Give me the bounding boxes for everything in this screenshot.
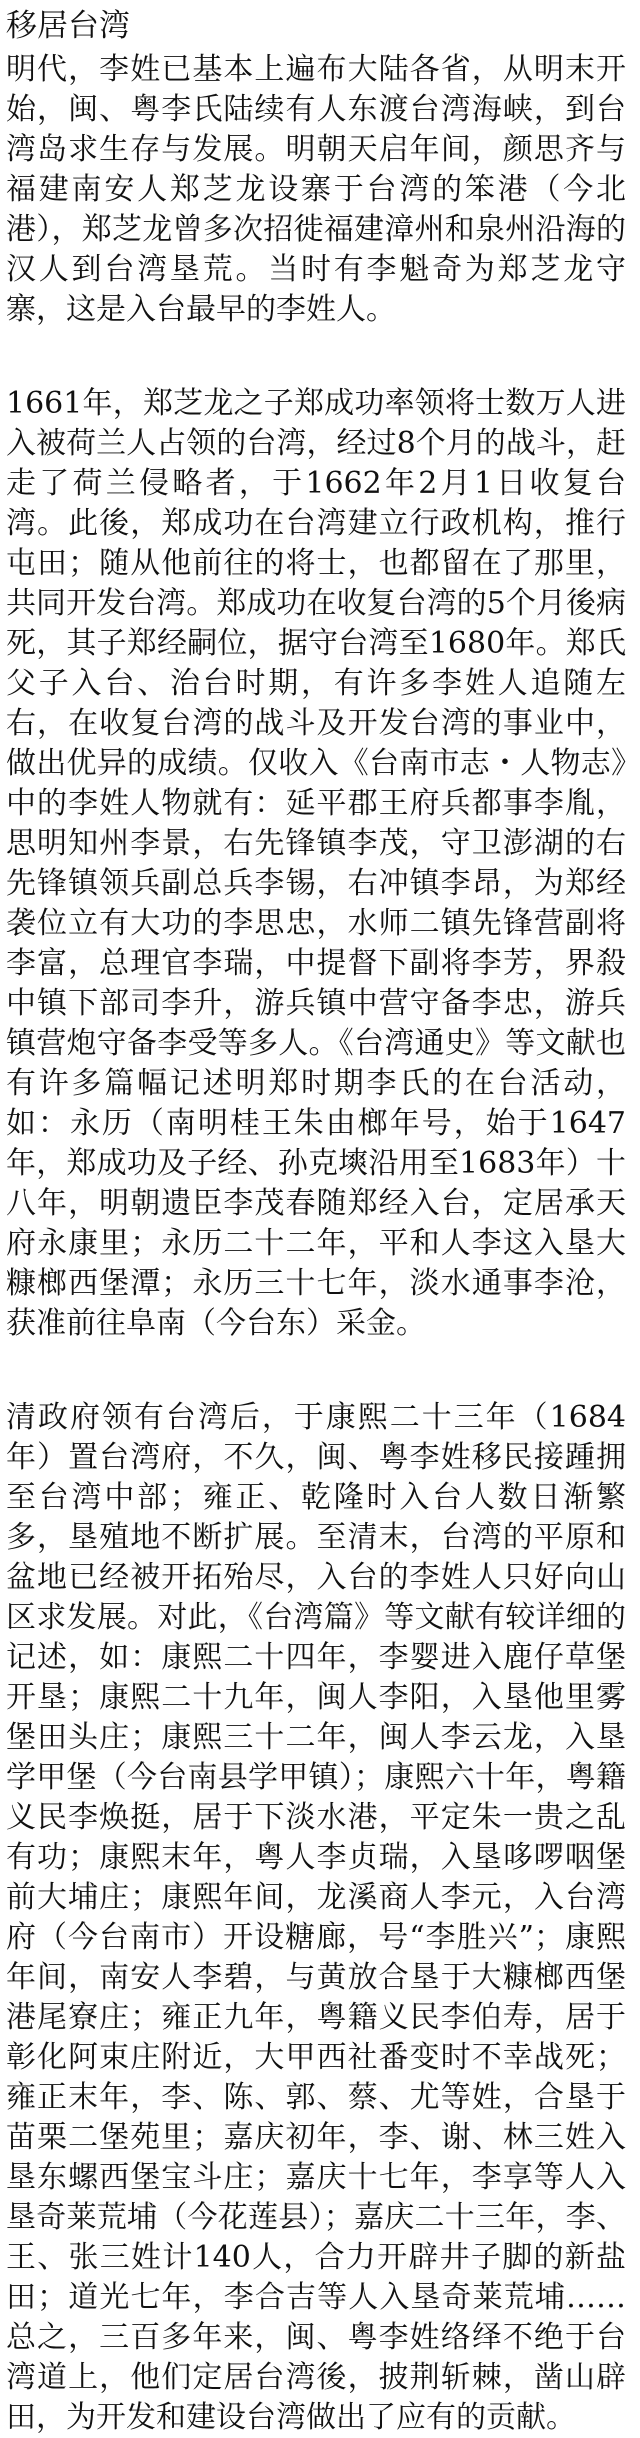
- paragraph-zheng-chenggong: 1661年，郑芝龙之子郑成功率领将士数万人进入被荷兰人占领的台湾，经过8个月的战斗，赶走了荷兰侵略者，于1662年2月1日收复台湾。此後，郑成功在台湾建立行政机构，推行屯田；随从他前往的将士，也都留在了那里，共同开发台湾。郑成功在收复台湾的5个月後病死，其子郑经嗣位，据守台湾至1680年。郑氏父子入台、治台时期，有许多李姓人追随左右，在收复台湾的战斗及开发台湾的事业中，做出优异的成绩。仅收入《台南市志・人物志》中的李姓人物就有：延平郡王府兵都事李胤，思明知州李景，右先锋镇李茂，守卫澎湖的右先锋镇领兵副总兵李锡，右冲镇李昂，为郑经袭位立有大功的李思忠，水师二镇先锋营副将李富，总理官李瑞，中提督下副将李芳，界殺中镇下部司李升，游兵镇中营守备李忠，游兵镇营炮守备李受等多人。《台湾通史》等文献也有许多篇幅记述明郑时期李氏的在台活动，如：永历（南明桂王朱由榔年号，始于1647年，郑成功及子经、孙克塽沿用至1683年）十八年，明朝遗臣李茂春随郑经入台，定居承天府永康里；永历二十二年，平和人李这入垦大糠榔西堡潭；永历三十七年，淡水通事李沧，获准前往阜南（今台东）采金。: [6, 386, 626, 1341]
- paragraph-qing-dynasty: 清政府领有台湾后，于康熙二十三年（1684年）置台湾府，不久，闽、粤李姓移民接踵拥至台湾中部；雍正、乾隆时入台人数日渐繁多，垦殖地不断扩展。至清末，台湾的平原和盆地已经被开拓殆尽，入台的李姓人只好向山区求发展。对此，《台湾篇》等文献有较详细的记述，如：康熙二十四年，李婴进入鹿仔草堡开垦；康熙二十九年，闽人李阳，入垦他里雾堡田头庄；康熙三十二年，闽人李云龙，入垦学甲堡（今台南县学甲镇）；康熙六十年，粤籍义民李焕挺，居于下淡水港，平定朱一贵之乱有功；康熙末年，粤人李贞瑞，入垦哆啰咽堡前大埔庄；康熙年间，龙溪商人李元，入台湾府（今台南市）开设糖廊，号“李胜兴”；康熙年间，南安人李碧，与黄放合垦于大糠榔西堡港尾寮庄；雍正九年，粤籍义民李伯寿，居于彰化阿束庄附近，大甲西社番变时不幸战死；雍正末年，李、陈、郭、蔡、尤等姓，合垦于苗栗二堡苑里；嘉庆初年，李、谢、林三姓入垦东螺西堡宝斗庄；嘉庆十七年，李享等人入垦奇莱荒埔（今花莲县）；嘉庆二十三年，李、王、张三姓计140人，合力开辟井子脚的新盐田；道光七年，李合吉等人入垦奇莱荒埔……总之，三百多年来，闽、粤李姓络绎不绝于台湾道上，他们定居台湾後，披荆斩棘，凿山辟田，为开发和建设台湾做出了应有的贡献。: [6, 1400, 626, 2435]
- section-title: 移居台湾: [6, 8, 130, 44]
- paragraph-ming-dynasty: 明代，李姓已基本上遍布大陆各省，从明末开始，闽、粤李氏陆续有人东渡台湾海峡，到台湾岛求生存与发展。明朝天启年间，颜思齐与福建南安人郑芝龙设寨于台湾的笨港（今北港），郑芝龙曾多次招徙福建漳州和泉州沿海的汉人到台湾垦荒。当时有李魁奇为郑芝龙守寨，这是入台最早的李姓人。: [6, 52, 626, 327]
